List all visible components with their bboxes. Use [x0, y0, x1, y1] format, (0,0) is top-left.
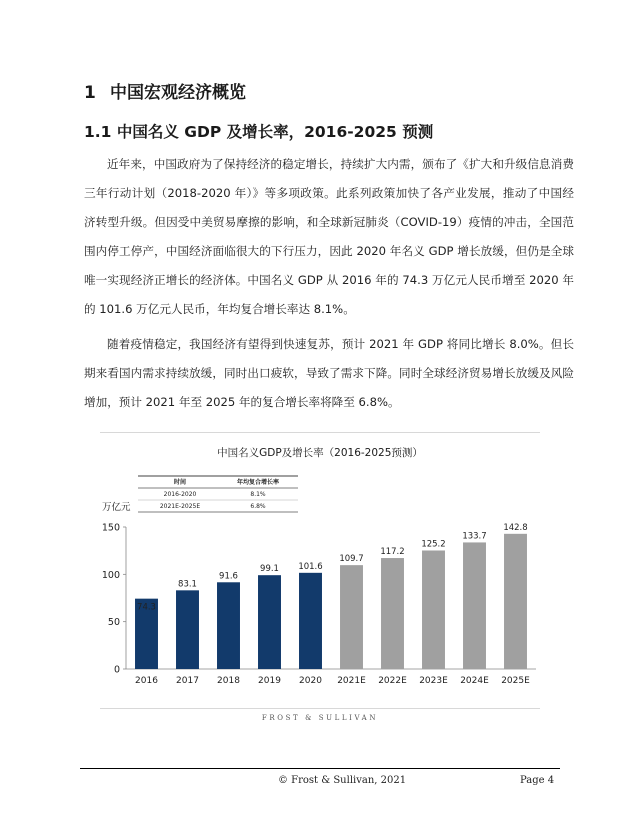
bar-value-label: 109.7 — [339, 554, 364, 565]
x-tick-label: 2020 — [299, 676, 322, 686]
gdp-bar-chart — [100, 432, 540, 732]
x-tick-label: 2018 — [217, 676, 240, 686]
x-tick-label: 2016 — [135, 676, 158, 686]
cagr-table — [138, 476, 298, 512]
cagr-table-header-cagr: 年均复合增长率 — [236, 479, 280, 486]
bars-group — [135, 534, 527, 669]
bar-2022E — [381, 558, 404, 669]
bar-value-label: 117.2 — [380, 547, 405, 558]
chart-bottom-divider — [100, 708, 540, 709]
bar-value-label: 133.7 — [462, 531, 487, 542]
x-tick-label: 2019 — [258, 676, 281, 686]
cagr-table-cell: 8.1% — [250, 491, 266, 498]
bar-value-label: 91.6 — [219, 571, 238, 582]
section-number: 1 — [84, 83, 96, 103]
bar-value-label: 101.6 — [298, 561, 323, 572]
bar-value-label: 74.3 — [137, 602, 156, 613]
cagr-table-cell: 2021E-2025E — [159, 503, 201, 510]
bar-2023E — [422, 550, 445, 669]
x-tick-label: 2017 — [176, 676, 199, 686]
bar-2021E — [340, 565, 363, 669]
bar-2024E — [463, 542, 486, 669]
x-tick-label: 2022E — [378, 676, 407, 686]
bar-value-label: 125.2 — [421, 539, 446, 550]
bar-2017 — [176, 590, 199, 669]
bar-2019 — [258, 575, 281, 669]
y-axis-unit-label: 万亿元 — [102, 502, 131, 513]
x-axis-labels-group — [135, 676, 530, 686]
y-tick-label: 100 — [101, 569, 120, 581]
x-tick-label: 2023E — [419, 676, 448, 686]
cagr-table-cell: 6.8% — [250, 503, 266, 510]
bar-value-label: 142.8 — [503, 522, 528, 533]
y-tick-label: 50 — [107, 617, 120, 629]
y-axis-ticks — [102, 523, 126, 676]
footer-divider — [80, 768, 560, 769]
paragraph-2: 随着疫情稳定，我国经济有望得到快速复苏，预计 2021 年 GDP 将同比增长 8.0%。但长期来看国内需求持续放缓，同时出口疲软，导致了需求下降。同时全球经济贸易增长放缓及风险增加，预计 2021 年至 2025 年的复合增长率将降至 6.8%。 — [84, 337, 574, 409]
x-tick-label: 2025E — [501, 676, 530, 686]
footer-page-number: Page 4 — [520, 775, 555, 786]
chart-title: 中国名义GDP及增长率（2016-2025预测） — [217, 447, 423, 459]
cagr-table-header-period: 时间 — [173, 479, 187, 486]
y-tick-label: 150 — [101, 522, 120, 534]
section-heading — [84, 78, 246, 103]
x-tick-label: 2024E — [460, 676, 489, 686]
y-tick-label: 0 — [113, 664, 120, 676]
subsection-title: 1.1 中国名义 GDP 及增长率，2016-2025 预测 — [84, 123, 434, 141]
footer-copyright: © Frost & Sullivan, 2021 — [278, 775, 407, 786]
bar-2025E — [504, 534, 527, 669]
bar-2020 — [299, 573, 322, 669]
x-tick-label: 2021E — [337, 676, 366, 686]
bar-2018 — [217, 582, 240, 669]
brand-logo-text: FROST & SULLIVAN — [261, 714, 379, 722]
bar-value-label: 99.1 — [260, 564, 279, 575]
bar-value-label: 83.1 — [178, 579, 197, 590]
paragraph-1: 近年来，中国政府为了保持经济的稳定增长，持续扩大内需，颁布了《扩大和升级信息消费三年行动计划（2018-2020 年）》等多项政策。此系列政策加快了各产业发展，推动了中国经济转型升级。但因受中美贸易摩擦的影响，和全球新冠肺炎（COVID-19）疫情的冲击，全国范围内停工停产，中国经济面临很大的下行压力，因此 2020 年名义 GDP 增长放缓，但仍是全球唯一实现经济正增长的经济体。中国名义 GDP 从 2016 年的 74.3 万亿元人民币增至 2020 年的 101.6 万亿元人民币，年均复合增长率达 8.1%。 — [84, 157, 574, 316]
cagr-table-cell: 2016-2020 — [163, 491, 197, 498]
section-title: 中国宏观经济概览 — [110, 83, 246, 103]
